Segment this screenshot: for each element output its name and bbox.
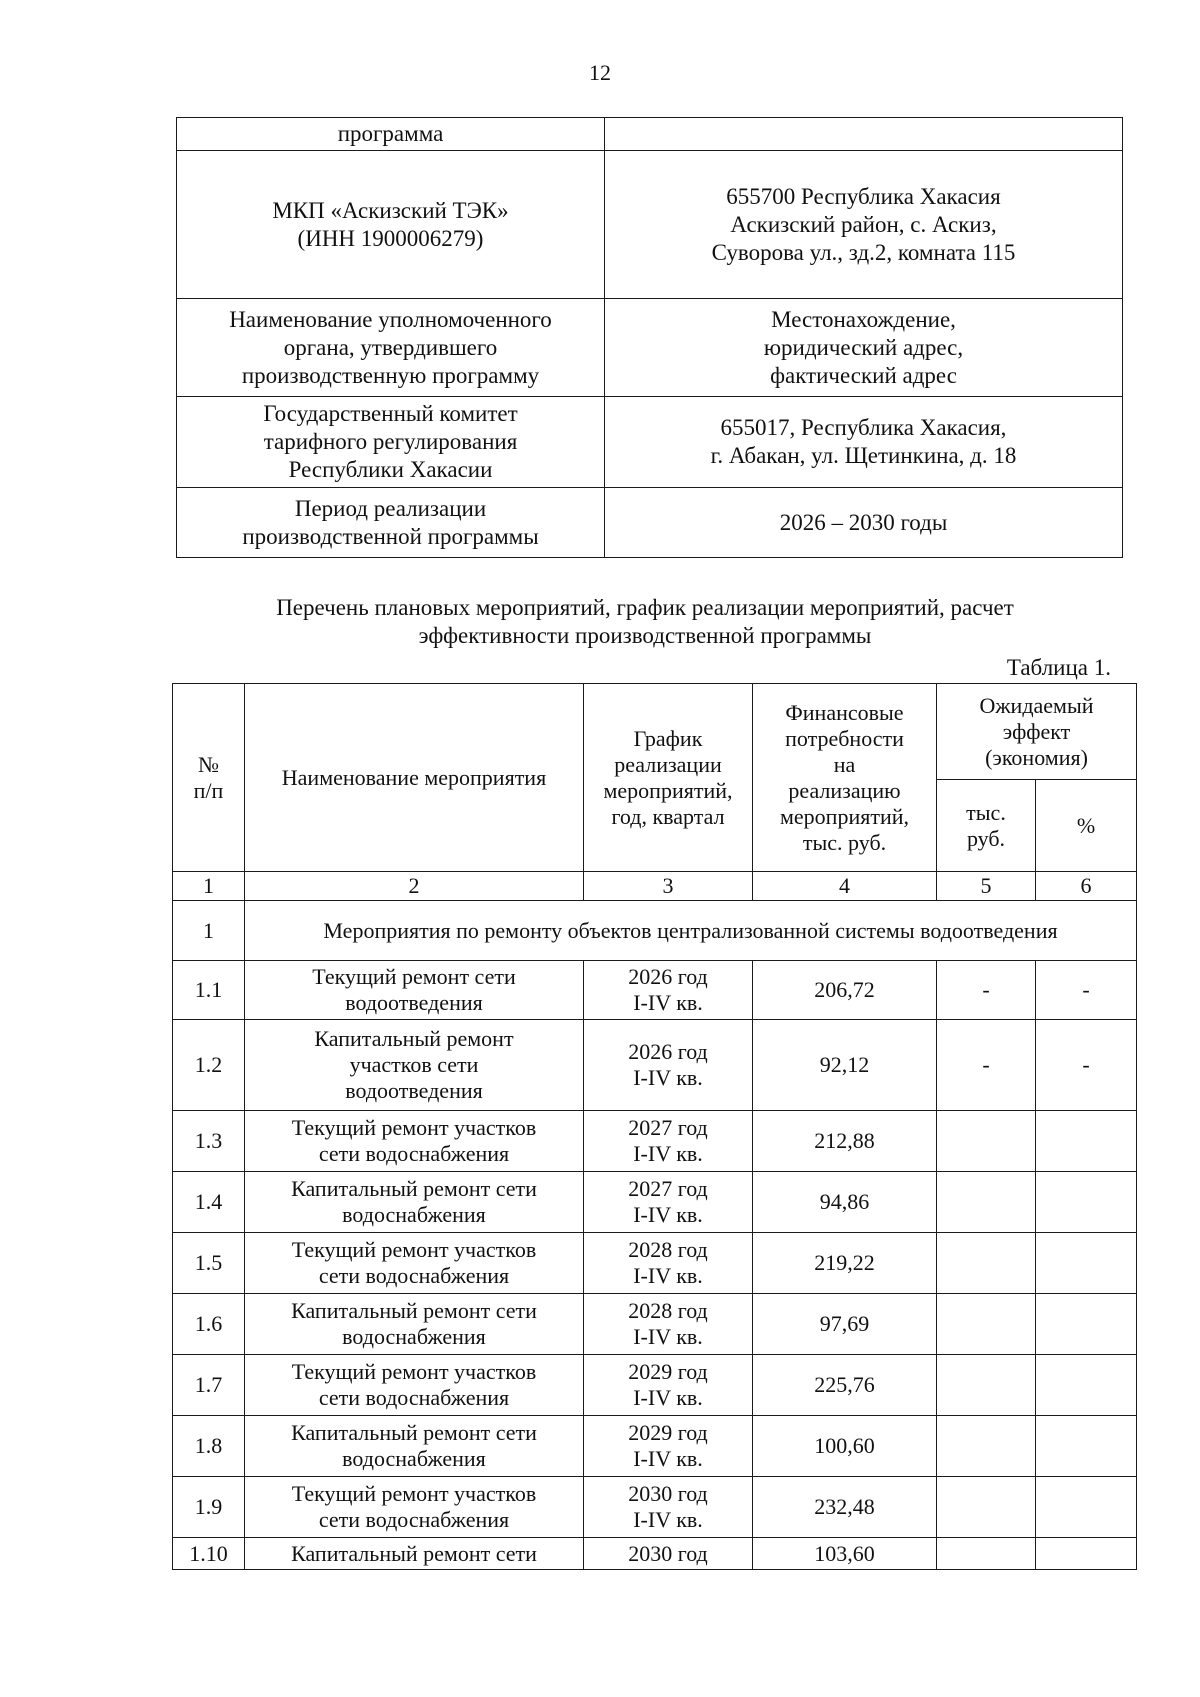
activities-table [172, 683, 1137, 1570]
period-label-cell: Период реализации производственной программы [177, 488, 605, 558]
header-num: № п/п [173, 684, 245, 872]
row-num: 1.8 [173, 1416, 245, 1477]
row-num: 1.6 [173, 1294, 245, 1355]
section-title: Мероприятия по ремонту объектов централизованной системы водоотведения [245, 901, 1137, 961]
row-effect-rub [937, 1233, 1036, 1294]
header-row [173, 684, 1137, 780]
row-effect-pct: - [1036, 961, 1137, 1020]
table-row [173, 1294, 1137, 1355]
row-num: 1.5 [173, 1233, 245, 1294]
row-effect-rub [937, 1477, 1036, 1538]
info-row [177, 151, 1123, 299]
table-caption: Перечень плановых мероприятий, график реализации мероприятий, расчет эффективности производственной программы [276, 595, 1014, 648]
row-effect-rub [937, 1111, 1036, 1172]
table-row [173, 1416, 1137, 1477]
header-name: Наименование мероприятия [245, 684, 584, 872]
row-effect-rub [937, 1172, 1036, 1233]
row-finance: 103,60 [753, 1538, 937, 1570]
header-finance: Финансовые потребности на реализацию мероприятий, тыс. руб. [753, 684, 937, 872]
table-row [173, 1355, 1137, 1416]
row-effect-rub: - [937, 961, 1036, 1020]
table-row [173, 1172, 1137, 1233]
row-effect-pct [1036, 1172, 1137, 1233]
table-row [173, 1233, 1137, 1294]
header-effect: Ожидаемый эффект (экономия) [937, 684, 1137, 780]
row-num: 1.9 [173, 1477, 245, 1538]
column-number-row [173, 872, 1137, 901]
row-finance: 94,86 [753, 1172, 937, 1233]
row-schedule: 2029 год I-IV кв. [584, 1355, 753, 1416]
row-effect-pct [1036, 1294, 1137, 1355]
column-number: 6 [1036, 872, 1137, 901]
row-schedule: 2030 год I-IV кв. [584, 1477, 753, 1538]
row-schedule: 2028 год I-IV кв. [584, 1294, 753, 1355]
row-name: Текущий ремонт участков сети водоснабжения [245, 1233, 584, 1294]
row-name: Текущий ремонт участков сети водоснабжения [245, 1477, 584, 1538]
row-name: Капитальный ремонт участков сети водоотведения [245, 1020, 584, 1111]
row-num: 1.3 [173, 1111, 245, 1172]
row-finance: 100,60 [753, 1416, 937, 1477]
table-row [173, 1020, 1137, 1111]
row-name: Капитальный ремонт сети водоснабжения [245, 1294, 584, 1355]
row-finance: 232,48 [753, 1477, 937, 1538]
row-num: 1.4 [173, 1172, 245, 1233]
organization-name-cell: МКП «Аскизский ТЭК» (ИНН 1900006279) [177, 151, 605, 299]
organization-address-cell: 655700 Республика Хакасия Аскизский район, с. Аскиз, Суворова ул., зд.2, комната 115 [605, 151, 1123, 299]
info-row [177, 118, 1123, 151]
row-schedule: 2028 год I-IV кв. [584, 1233, 753, 1294]
row-num: 1.2 [173, 1020, 245, 1111]
table-row [173, 1477, 1137, 1538]
row-schedule: 2026 год I-IV кв. [584, 1020, 753, 1111]
row-name: Текущий ремонт участков сети водоснабжения [245, 1355, 584, 1416]
page-number: 12 [589, 60, 611, 85]
section-num: 1 [173, 901, 245, 961]
row-finance: 206,72 [753, 961, 937, 1020]
column-number: 3 [584, 872, 753, 901]
info-row [177, 397, 1123, 488]
header-effect-pct: % [1036, 780, 1137, 872]
row-finance: 225,76 [753, 1355, 937, 1416]
table-label: Таблица 1. [1006, 655, 1111, 680]
row-name: Капитальный ремонт сети водоснабжения [245, 1172, 584, 1233]
header-schedule: График реализации мероприятий, год, квартал [584, 684, 753, 872]
row-effect-pct [1036, 1477, 1137, 1538]
row-effect-rub [937, 1355, 1036, 1416]
row-schedule: 2026 год I-IV кв. [584, 961, 753, 1020]
row-name: Текущий ремонт участков сети водоснабжения [245, 1111, 584, 1172]
row-effect-pct [1036, 1233, 1137, 1294]
row-finance: 97,69 [753, 1294, 937, 1355]
table-row [173, 1538, 1137, 1570]
section-row [173, 901, 1137, 961]
row-effect-pct [1036, 1416, 1137, 1477]
row-effect-pct [1036, 1355, 1137, 1416]
table-row [173, 961, 1137, 1020]
row-effect-rub [937, 1416, 1036, 1477]
row-num: 1.10 [173, 1538, 245, 1570]
row-effect-rub [937, 1294, 1036, 1355]
row-schedule: 2027 год I-IV кв. [584, 1172, 753, 1233]
table-row [173, 1111, 1137, 1172]
row-effect-pct [1036, 1538, 1137, 1570]
period-value-cell: 2026 – 2030 годы [605, 488, 1123, 558]
row-num: 1.1 [173, 961, 245, 1020]
info-row [177, 299, 1123, 397]
row-finance: 92,12 [753, 1020, 937, 1111]
header-effect-rub: тыс. руб. [937, 780, 1036, 872]
column-number: 1 [173, 872, 245, 901]
row-num: 1.7 [173, 1355, 245, 1416]
row-name: Капитальный ремонт сети водоснабжения [245, 1416, 584, 1477]
row-schedule: 2027 год I-IV кв. [584, 1111, 753, 1172]
info-left-cell: программа [177, 118, 605, 151]
row-effect-pct [1036, 1111, 1137, 1172]
row-name: Капитальный ремонт сети [245, 1538, 584, 1570]
info-right-cell: Местонахождение, юридический адрес, фактический адрес [605, 299, 1123, 397]
info-row [177, 488, 1123, 558]
authority-name-cell: Государственный комитет тарифного регулирования Республики Хакасии [177, 397, 605, 488]
row-effect-rub: - [937, 1020, 1036, 1111]
row-effect-pct: - [1036, 1020, 1137, 1111]
organization-info-table [176, 117, 1123, 558]
row-effect-rub [937, 1538, 1036, 1570]
info-right-cell [605, 118, 1123, 151]
row-schedule: 2030 год [584, 1538, 753, 1570]
row-finance: 219,22 [753, 1233, 937, 1294]
authority-address-cell: 655017, Республика Хакасия, г. Абакан, ул. Щетинкина, д. 18 [605, 397, 1123, 488]
column-number: 4 [753, 872, 937, 901]
info-left-cell: Наименование уполномоченного органа, утвердившего производственную программу [177, 299, 605, 397]
row-finance: 212,88 [753, 1111, 937, 1172]
column-number: 2 [245, 872, 584, 901]
row-schedule: 2029 год I-IV кв. [584, 1416, 753, 1477]
row-name: Текущий ремонт сети водоотведения [245, 961, 584, 1020]
column-number: 5 [937, 872, 1036, 901]
